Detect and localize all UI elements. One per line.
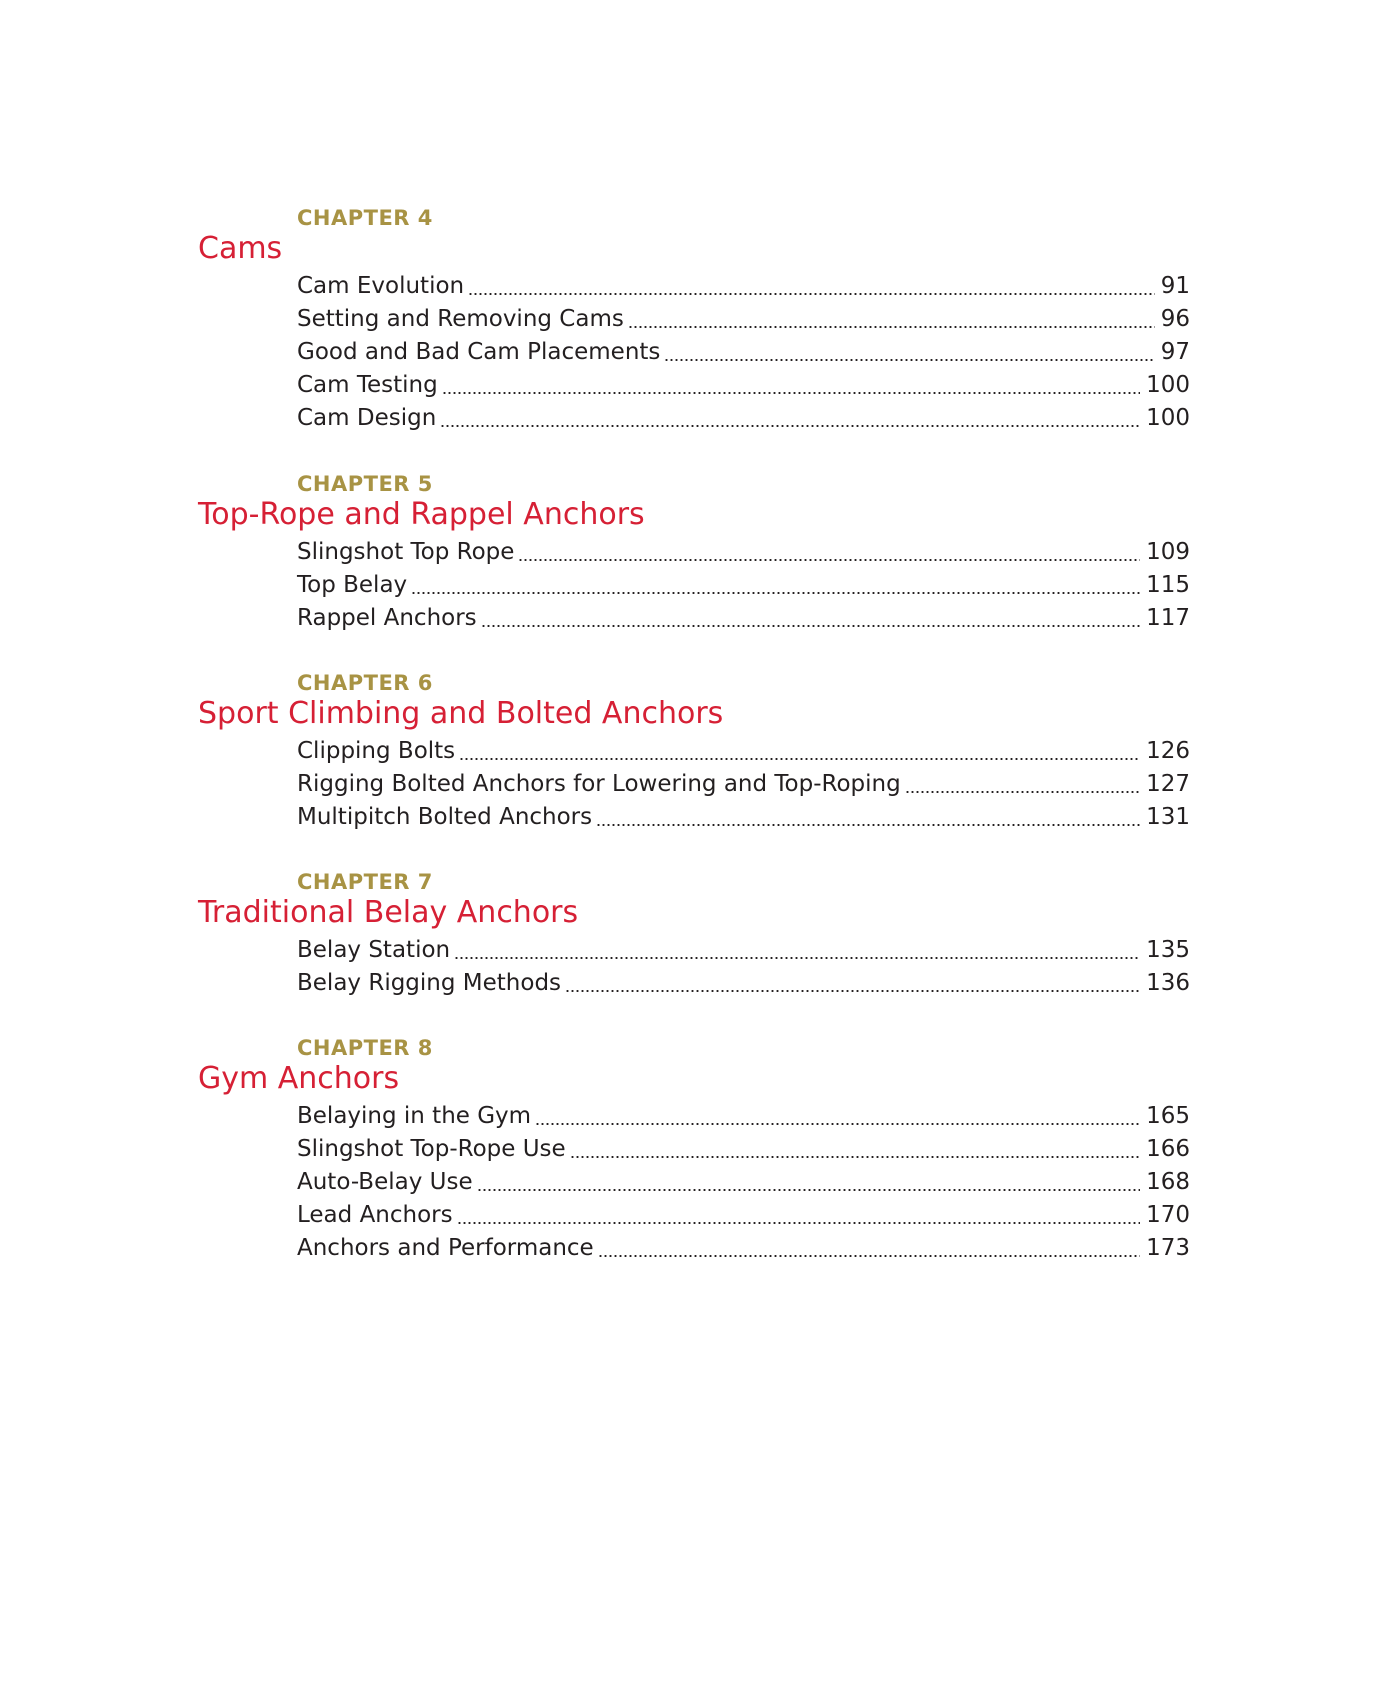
- entry-title: Lead Anchors: [297, 1202, 453, 1228]
- entry-title: Cam Design: [297, 405, 437, 431]
- entry-page-number: 100: [1146, 372, 1190, 398]
- entry-list: [297, 735, 1190, 834]
- entry-title: Cam Testing: [297, 372, 438, 398]
- entry-page-number: 168: [1146, 1169, 1190, 1195]
- chapter-title: Top-Rope and Rappel Anchors: [198, 497, 645, 532]
- entry-list: [297, 1100, 1190, 1265]
- entry-list: [297, 934, 1190, 1000]
- toc-entry[interactable]: [297, 934, 1190, 967]
- entry-title: Rappel Anchors: [297, 605, 477, 631]
- dot-leader: [459, 758, 1140, 760]
- entry-page-number: 127: [1146, 771, 1190, 797]
- entry-title: Multipitch Bolted Anchors: [297, 804, 593, 830]
- entry-title: Belay Rigging Methods: [297, 970, 562, 996]
- toc-entry[interactable]: [297, 602, 1190, 635]
- entry-page-number: 97: [1160, 339, 1190, 365]
- chapter-title: Sport Climbing and Bolted Anchors: [198, 696, 724, 731]
- chapter-title: Traditional Belay Anchors: [198, 895, 579, 930]
- entry-title: Auto-Belay Use: [297, 1169, 473, 1195]
- dot-leader: [457, 1222, 1140, 1224]
- chapter-label: CHAPTER 5: [297, 472, 433, 496]
- toc-entry[interactable]: [297, 967, 1190, 1000]
- dot-leader: [570, 1156, 1140, 1158]
- dot-leader: [518, 559, 1140, 561]
- entry-list: [297, 270, 1190, 435]
- entry-title: Belay Station: [297, 937, 451, 963]
- chapter-label: CHAPTER 8: [297, 1036, 433, 1060]
- entry-title: Anchors and Performance: [297, 1235, 594, 1261]
- dot-leader: [905, 791, 1140, 793]
- toc-entry[interactable]: [297, 1166, 1190, 1199]
- chapter-title: Cams: [198, 231, 283, 266]
- toc-entry[interactable]: [297, 1100, 1190, 1133]
- entry-page-number: 165: [1146, 1103, 1190, 1129]
- toc-entry[interactable]: [297, 270, 1190, 303]
- entry-page-number: 131: [1146, 804, 1190, 830]
- entry-page-number: 136: [1146, 970, 1190, 996]
- dot-leader: [411, 592, 1140, 594]
- entry-title: Slingshot Top Rope: [297, 539, 515, 565]
- toc-entry[interactable]: [297, 336, 1190, 369]
- dot-leader: [454, 957, 1140, 959]
- chapter-title: Gym Anchors: [198, 1061, 400, 1096]
- entry-page-number: 91: [1160, 273, 1190, 299]
- entry-title: Clipping Bolts: [297, 738, 456, 764]
- entry-page-number: 100: [1146, 405, 1190, 431]
- entry-title: Slingshot Top-Rope Use: [297, 1136, 566, 1162]
- dot-leader: [468, 293, 1155, 295]
- toc-entry[interactable]: [297, 536, 1190, 569]
- toc-entry[interactable]: [297, 569, 1190, 602]
- dot-leader: [628, 326, 1155, 328]
- toc-entry[interactable]: [297, 735, 1190, 768]
- entry-title: Cam Evolution: [297, 273, 465, 299]
- entry-title: Rigging Bolted Anchors for Lowering and Top-Roping: [297, 771, 901, 797]
- dot-leader: [481, 625, 1140, 627]
- entry-title: Top Belay: [297, 572, 408, 598]
- entry-page-number: 126: [1146, 738, 1190, 764]
- toc-entry[interactable]: [297, 402, 1190, 435]
- entry-page-number: 166: [1146, 1136, 1190, 1162]
- toc-entry[interactable]: [297, 801, 1190, 834]
- toc-entry[interactable]: [297, 768, 1190, 801]
- dot-leader: [442, 392, 1140, 394]
- toc-entry[interactable]: [297, 1232, 1190, 1265]
- entry-page-number: 117: [1146, 605, 1190, 631]
- entry-page-number: 135: [1146, 937, 1190, 963]
- dot-leader: [598, 1255, 1140, 1257]
- toc-entry[interactable]: [297, 1133, 1190, 1166]
- entry-title: Setting and Removing Cams: [297, 306, 624, 332]
- chapter-label: CHAPTER 7: [297, 870, 433, 894]
- dot-leader: [664, 359, 1154, 361]
- entry-page-number: 173: [1146, 1235, 1190, 1261]
- entry-list: [297, 536, 1190, 635]
- entry-title: Belaying in the Gym: [297, 1103, 532, 1129]
- dot-leader: [565, 990, 1140, 992]
- entry-page-number: 170: [1146, 1202, 1190, 1228]
- chapter-label: CHAPTER 6: [297, 671, 433, 695]
- toc-entry[interactable]: [297, 303, 1190, 336]
- dot-leader: [477, 1189, 1140, 1191]
- toc-entry[interactable]: [297, 369, 1190, 402]
- entry-page-number: 115: [1146, 572, 1190, 598]
- dot-leader: [440, 425, 1140, 427]
- entry-page-number: 96: [1160, 306, 1190, 332]
- toc-entry[interactable]: [297, 1199, 1190, 1232]
- chapter-label: CHAPTER 4: [297, 206, 433, 230]
- dot-leader: [535, 1123, 1140, 1125]
- dot-leader: [596, 824, 1140, 826]
- entry-title: Good and Bad Cam Placements: [297, 339, 661, 365]
- entry-page-number: 109: [1146, 539, 1190, 565]
